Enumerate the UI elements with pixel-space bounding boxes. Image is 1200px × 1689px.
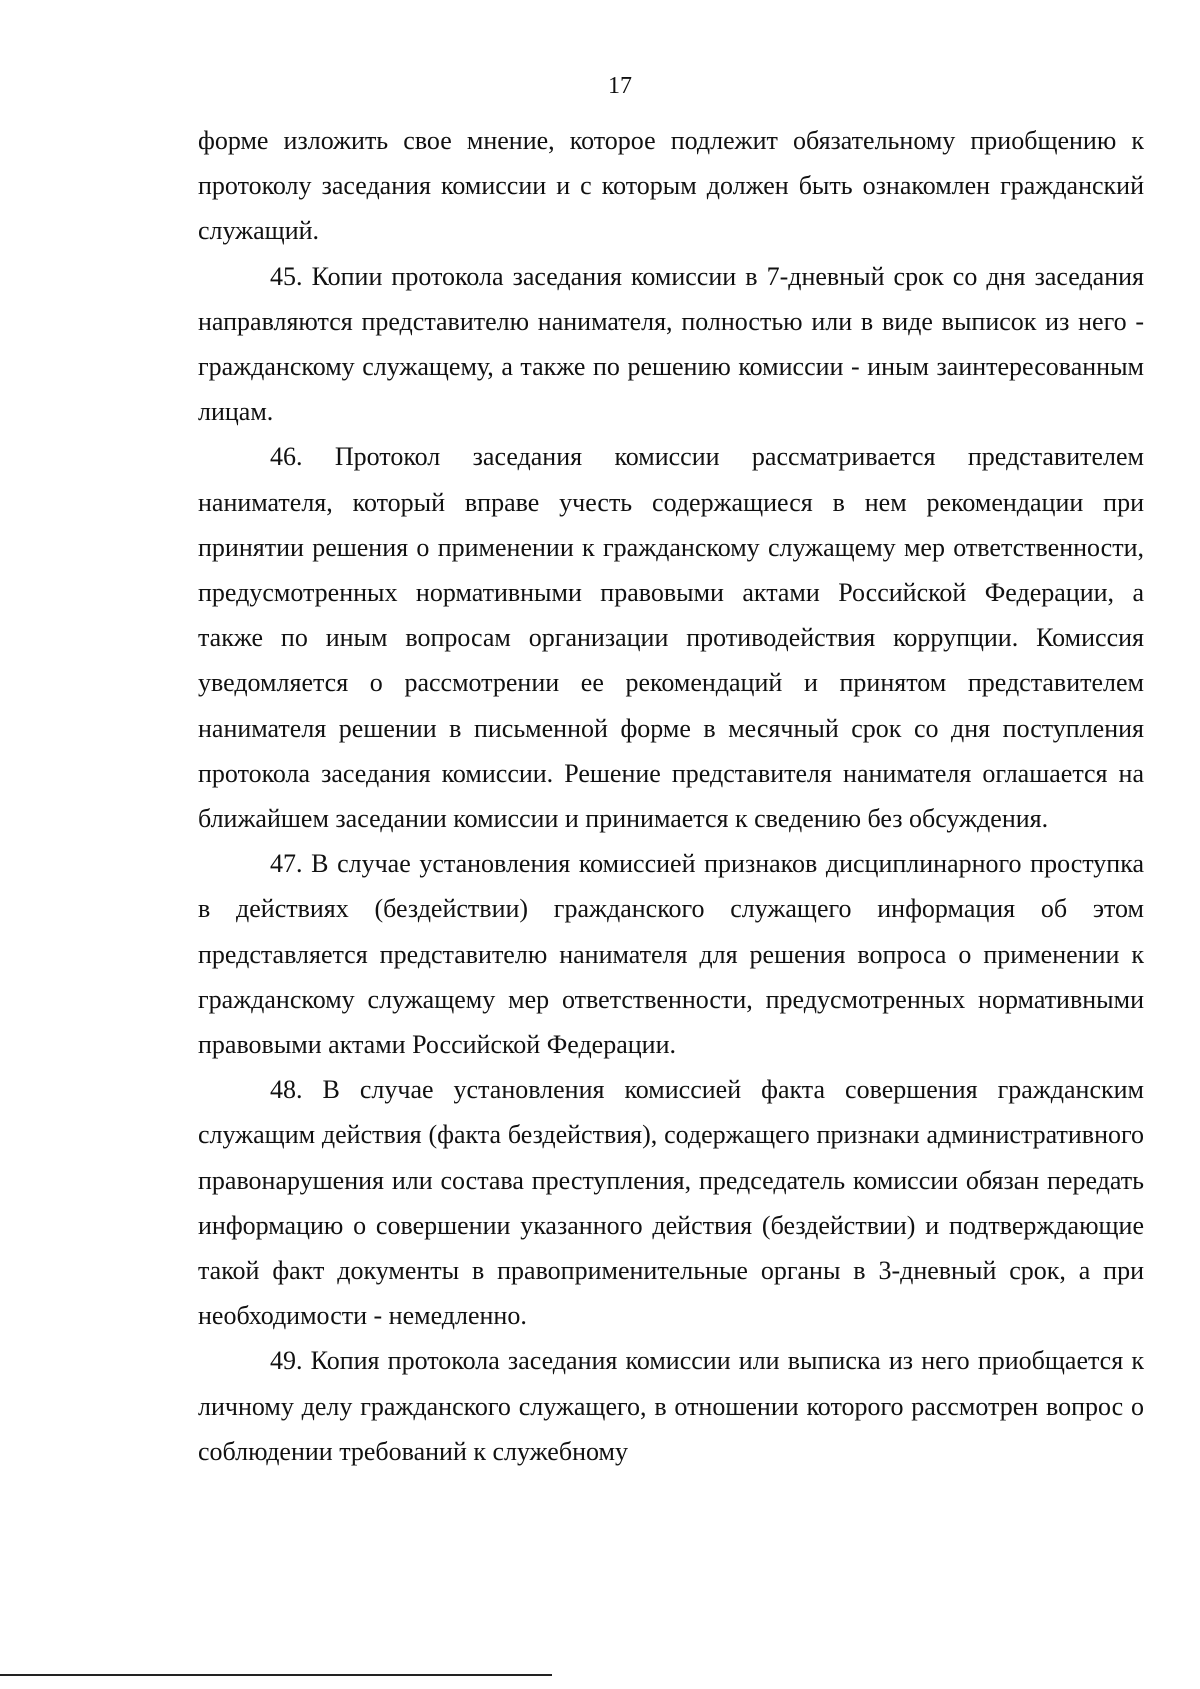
paragraph-47: 47. В случае установления комиссией признаков дисциплинарного проступка в действиях (бездействии) гражданского служащего информация об этом представляется представителю нанимателя для решения вопроса о применении к гражданскому служащему мер ответственности, предусмотренных нормативными правовыми актами Российской Федерации. <box>198 849 1144 1060</box>
paragraph-continuation: форме изложить свое мнение, которое подлежит обязательному приобщению к протоколу заседания комиссии и с которым должен быть ознакомлен гражданский служащий. <box>198 126 1144 246</box>
paragraph-48: 48. В случае установления комиссией факта совершения гражданским служащим действия (факта бездействия), содержащего признаки административного правонарушения или состава преступления, председатель комиссии обязан передать информацию о совершении указанного действия (бездействии) и подтверждающие такой факт документы в правоприменительные органы в 3-дневный срок, а при необходимости - немедленно. <box>198 1075 1144 1331</box>
document-body <box>198 118 1144 1474</box>
paragraph-45: 45. Копии протокола заседания комиссии в 7-дневный срок со дня заседания направляются представителю нанимателя, полностью или в виде выписок из него - гражданскому служащему, а также по решению комиссии - иным заинтересованным лицам. <box>198 261 1144 427</box>
page-number: 17 <box>608 73 632 99</box>
paragraph-46: 46. Протокол заседания комиссии рассматривается представителем нанимателя, который вправе учесть содержащиеся в нем рекомендации при принятии решения о применении к гражданскому служащему мер ответственности, предусмотренных нормативными правовыми актами Российской Федерации, а также по иным вопросам организации противодействия коррупции. Комиссия уведомляется о рассмотрении ее рекомендаций и принятом представителем нанимателя решении в письменной форме в месячный срок со дня поступления протокола заседания комиссии. Решение представителя нанимателя оглашается на ближайшем заседании комиссии и принимается к сведению без обсуждения. <box>198 442 1144 834</box>
footer-divider <box>0 1674 552 1676</box>
paragraph-49: 49. Копия протокола заседания комиссии или выписка из него приобщается к личному делу гражданского служащего, в отношении которого рассмотрен вопрос о соблюдении требований к служебному <box>198 1346 1144 1466</box>
